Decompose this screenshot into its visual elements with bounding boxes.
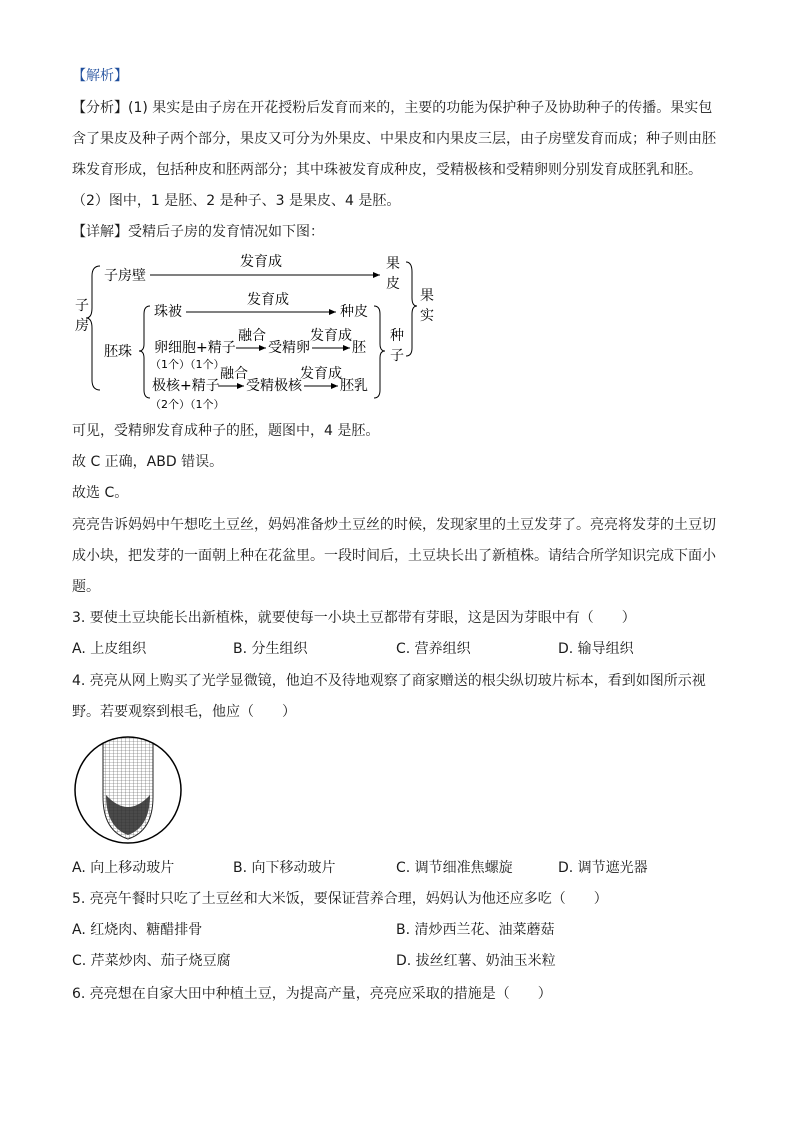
q5-option-d[interactable]: D. 拔丝红薯、奶油玉米粒 xyxy=(396,953,556,969)
q3-option-a[interactable]: A. 上皮组织 xyxy=(72,641,147,657)
q4-option-a[interactable]: A. 向上移动玻片 xyxy=(72,860,175,876)
fuse-label: 融合 xyxy=(220,366,248,382)
seed-2: 子 xyxy=(390,348,404,364)
question-4-stem: 野。若要观察到根毛，他应（ ） xyxy=(72,704,296,720)
question-3-stem: 3. 要使土豆块能长出新植株，就要使每一小块土豆都带有芽眼，这是因为芽眼中有（ ） xyxy=(72,610,636,626)
question-6-stem: 6. 亮亮想在自家大田中种植土豆，为提高产量，亮亮应采取的措施是（ ） xyxy=(72,986,552,1002)
zygote-label: 受精卵 xyxy=(268,340,310,356)
detail-line: 【详解】受精后子房的发育情况如下图： xyxy=(72,224,324,240)
seed-coat-label: 种皮 xyxy=(340,304,368,320)
fruit-2: 实 xyxy=(420,308,434,324)
develop-label: 发育成 xyxy=(240,254,282,270)
passage-line: 亮亮告诉妈妈中午想吃土豆丝，妈妈准备炒土豆丝的时候，发现家里的土豆发芽了。亮亮将发芽的土豆切 xyxy=(72,517,716,533)
egg-plus-sperm: 卵细胞+精子 xyxy=(154,340,236,356)
egg-counts: （1个）（1个） xyxy=(150,358,225,371)
fruit-1: 果 xyxy=(420,288,434,304)
q5-option-a[interactable]: A. 红烧肉、糖醋排骨 xyxy=(72,922,203,938)
ovary-development-diagram xyxy=(0,248,794,418)
q5-option-b[interactable]: B. 清炒西兰花、油菜蘑菇 xyxy=(396,922,555,938)
ovule-brace xyxy=(139,306,150,398)
develop-label: 发育成 xyxy=(310,328,352,344)
fertilized-polar-label: 受精极核 xyxy=(246,378,302,394)
develop-label: 发育成 xyxy=(300,366,342,382)
passage-line: 题。 xyxy=(72,579,100,595)
ovary-label-1: 子 xyxy=(75,298,89,314)
q4-option-b[interactable]: B. 向下移动玻片 xyxy=(233,860,336,876)
ovule-label: 胚珠 xyxy=(104,344,132,360)
root-tip-microscope-view xyxy=(73,735,183,845)
analysis-heading: 【解析】 xyxy=(72,68,128,84)
q3-option-d[interactable]: D. 输导组织 xyxy=(558,641,634,657)
analysis-text-line: 【分析】(1) 果实是由子房在开花授粉后发育而来的，主要的功能为保护种子及协助种子的传播。果实包 xyxy=(72,100,713,116)
ovary-wall-label: 子房壁 xyxy=(104,268,146,284)
analysis-text-line: （2）图中，1 是胚、2 是种子、3 是果皮、4 是胚。 xyxy=(72,193,401,209)
ovary-label-2: 房 xyxy=(75,318,89,334)
conclusion-line: 可见，受精卵发育成种子的胚，题图中，4 是胚。 xyxy=(72,423,380,439)
seed-brace xyxy=(374,306,385,398)
passage-line: 成小块，把发芽的一面朝上种在花盆里。一段时间后，土豆块长出了新植株。请结合所学知识完成下面小 xyxy=(72,548,716,564)
polar-plus-sperm: 极核+精子 xyxy=(152,378,220,394)
embryo-label: 胚 xyxy=(352,340,366,356)
q3-option-b[interactable]: B. 分生组织 xyxy=(233,641,308,657)
seed-1: 种 xyxy=(390,328,404,344)
q3-option-c[interactable]: C. 营养组织 xyxy=(396,641,471,657)
analysis-text-line: 珠发育形成，包括种皮和胚两部分；其中珠被发育成种皮，受精极核和受精卵则分别发育成胚乳和胚。 xyxy=(72,162,702,178)
question-5-stem: 5. 亮亮午餐时只吃了土豆丝和大米饭，要保证营养合理，妈妈认为他还应多吃（ ） xyxy=(72,891,608,907)
conclusion-line: 故选 C。 xyxy=(72,485,129,501)
endosperm-label: 胚乳 xyxy=(340,378,368,394)
fuse-label: 融合 xyxy=(238,328,266,344)
pericarp-1: 果 xyxy=(386,256,400,272)
conclusion-line: 故 C 正确，ABD 错误。 xyxy=(72,454,224,470)
polar-counts: （2个）（1个） xyxy=(150,398,225,411)
fruit-brace xyxy=(406,262,417,356)
q5-option-c[interactable]: C. 芹菜炒肉、茄子烧豆腐 xyxy=(72,953,231,969)
integument-label: 珠被 xyxy=(154,304,182,320)
question-4-stem: 4. 亮亮从网上购买了光学显微镜，他迫不及待地观察了商家赠送的根尖纵切玻片标本，看到如图所示视 xyxy=(72,673,706,689)
q4-option-c[interactable]: C. 调节细准焦螺旋 xyxy=(396,860,513,876)
q4-option-d[interactable]: D. 调节遮光器 xyxy=(558,860,648,876)
pericarp-2: 皮 xyxy=(386,276,400,292)
analysis-text-line: 含了果皮及种子两个部分，果皮又可分为外果皮、中果皮和内果皮三层，由子房壁发育而成；种子则由胚 xyxy=(72,131,716,147)
develop-label: 发育成 xyxy=(247,292,289,308)
